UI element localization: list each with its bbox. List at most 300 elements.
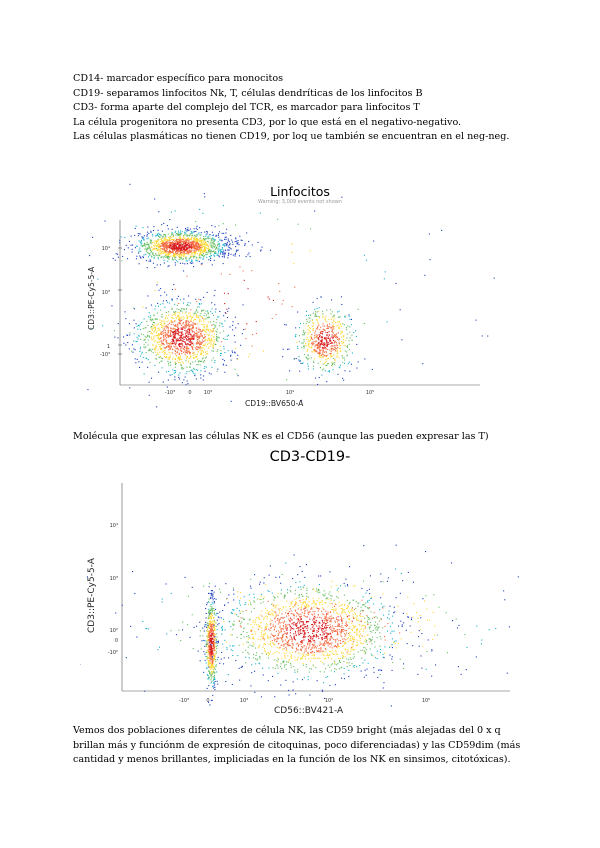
event-dot: [334, 334, 335, 335]
text-line: CD14- marcador específico para monocitos: [73, 73, 284, 84]
event-dot: [164, 234, 165, 235]
event-dot: [196, 349, 197, 350]
event-dot: [180, 364, 181, 365]
event-dot: [333, 325, 334, 326]
event-dot: [191, 239, 192, 240]
event-dot: [105, 221, 106, 222]
event-dot: [134, 235, 135, 236]
event-dot: [228, 240, 229, 241]
x-tick-label: 0: [188, 390, 192, 396]
event-dot: [183, 379, 184, 380]
event-dot: [205, 352, 206, 353]
event-dot: [323, 595, 324, 596]
event-dot: [218, 251, 219, 252]
event-dot: [261, 611, 262, 612]
event-dot: [213, 608, 214, 609]
event-dot: [292, 306, 293, 307]
event-dot: [195, 251, 196, 252]
event-dot: [338, 332, 339, 333]
event-dot: [344, 678, 345, 679]
event-dot: [294, 359, 295, 360]
event-dot: [380, 652, 381, 653]
event-dot: [252, 627, 253, 628]
event-dot: [155, 236, 156, 237]
event-dot: [339, 348, 340, 349]
event-dot: [173, 284, 174, 285]
event-dot: [201, 352, 202, 353]
event-dot: [374, 672, 375, 673]
event-dot: [188, 313, 189, 314]
event-dot: [213, 235, 214, 236]
event-dot: [158, 337, 159, 338]
event-dot: [256, 655, 257, 656]
event-dot: [186, 260, 187, 261]
event-dot: [337, 337, 338, 338]
text-line: Las células plasmáticas no tienen CD19, por loq ue también se encuentran en el neg-neg.: [73, 131, 510, 143]
event-dot: [125, 318, 126, 319]
event-dot: [142, 256, 143, 257]
event-dot: [431, 649, 432, 650]
event-dot: [214, 592, 215, 593]
event-dot: [379, 632, 380, 633]
event-dot: [272, 676, 273, 677]
event-dot: [165, 327, 166, 328]
event-dot: [150, 231, 151, 232]
event-dot: [273, 667, 274, 668]
event-dot: [140, 257, 141, 258]
event-dot: [227, 257, 228, 258]
event-dot: [182, 323, 183, 324]
event-dot: [208, 670, 209, 671]
event-dot: [224, 303, 225, 304]
event-dot: [322, 690, 323, 691]
event-dot: [313, 665, 314, 666]
event-dot: [336, 344, 337, 345]
event-dot: [326, 361, 327, 362]
event-dot: [266, 653, 267, 654]
event-dot: [216, 334, 217, 335]
event-dot: [332, 326, 333, 327]
event-dot: [154, 309, 155, 310]
event-dot: [403, 622, 404, 623]
event-dot: [185, 344, 186, 345]
event-dot: [175, 262, 176, 263]
event-dot: [368, 663, 369, 664]
event-dot: [207, 655, 208, 656]
event-dot: [217, 351, 218, 352]
event-dot: [186, 373, 187, 374]
event-dot: [318, 353, 319, 354]
event-dot: [181, 247, 182, 248]
event-dot: [155, 348, 156, 349]
event-dot: [350, 654, 351, 655]
event-dot: [145, 336, 146, 337]
event-dot: [337, 322, 338, 323]
event-dot: [214, 635, 215, 636]
event-dot: [187, 383, 188, 384]
event-dot: [308, 329, 309, 330]
event-dot: [354, 649, 355, 650]
event-dot: [188, 295, 189, 296]
event-dot: [259, 584, 260, 585]
event-dot: [198, 364, 199, 365]
event-dot: [353, 649, 354, 650]
event-dot: [215, 290, 216, 291]
event-dot: [187, 227, 188, 228]
event-dot: [172, 300, 173, 301]
event-dot: [325, 359, 326, 360]
event-dot: [303, 362, 304, 363]
event-dot: [238, 240, 239, 241]
event-dot: [375, 622, 376, 623]
event-dot: [217, 341, 218, 342]
event-dot: [331, 331, 332, 332]
event-dot: [293, 666, 294, 667]
event-dot: [168, 311, 169, 312]
event-dot: [158, 253, 159, 254]
event-dot: [210, 667, 211, 668]
event-dot: [204, 360, 205, 361]
event-dot: [213, 246, 214, 247]
event-dot: [153, 226, 154, 227]
event-dot: [202, 336, 203, 337]
event-dot: [208, 343, 209, 344]
event-dot: [246, 256, 247, 257]
event-dot: [216, 248, 217, 249]
event-dot: [223, 346, 224, 347]
event-dot: [336, 653, 337, 654]
event-dot: [354, 613, 355, 614]
event-dot: [203, 246, 204, 247]
event-dot: [331, 342, 332, 343]
event-dot: [164, 323, 165, 324]
event-dot: [215, 226, 216, 227]
event-dot: [254, 692, 255, 693]
event-dot: [165, 235, 166, 236]
event-dot: [216, 642, 217, 643]
event-dot: [237, 608, 238, 609]
event-dot: [171, 346, 172, 347]
event-dot: [188, 246, 189, 247]
event-dot: [178, 254, 179, 255]
event-dot: [199, 227, 200, 228]
event-dot: [322, 594, 323, 595]
event-dot: [284, 324, 285, 325]
event-dot: [161, 348, 162, 349]
event-dot: [197, 307, 198, 308]
event-dot: [212, 232, 213, 233]
event-dot: [353, 600, 354, 601]
event-dot: [358, 606, 359, 607]
event-dot: [164, 238, 165, 239]
event-dot: [371, 632, 372, 633]
event-dot: [150, 248, 151, 249]
event-dot: [325, 339, 326, 340]
event-dot: [299, 371, 300, 372]
event-dot: [186, 233, 187, 234]
event-dot: [232, 655, 233, 656]
event-dot: [380, 581, 381, 582]
event-dot: [346, 658, 347, 659]
event-dot: [214, 241, 215, 242]
event-dot: [147, 252, 148, 253]
event-dot: [150, 319, 151, 320]
event-dot: [200, 370, 201, 371]
event-dot: [159, 339, 160, 340]
event-dot: [206, 356, 207, 357]
event-dot: [334, 341, 335, 342]
event-dot: [214, 602, 215, 603]
event-dot: [277, 673, 278, 674]
event-dot: [211, 330, 212, 331]
event-dot: [215, 666, 216, 667]
event-dot: [146, 260, 147, 261]
event-dot: [315, 667, 316, 668]
event-dot: [197, 359, 198, 360]
event-dot: [232, 684, 233, 685]
event-dot: [322, 331, 323, 332]
event-dot: [186, 259, 187, 260]
event-dot: [243, 304, 244, 305]
event-dot: [170, 256, 171, 257]
event-dot: [193, 314, 194, 315]
event-dot: [214, 677, 215, 678]
event-dot: [356, 601, 357, 602]
event-dot: [372, 655, 373, 656]
event-dot: [319, 357, 320, 358]
event-dot: [317, 326, 318, 327]
event-dot: [176, 318, 177, 319]
event-dot: [325, 332, 326, 333]
event-dot: [151, 332, 152, 333]
event-dot: [143, 328, 144, 329]
event-dot: [225, 339, 226, 340]
event-dot: [315, 331, 316, 332]
event-dot: [262, 647, 263, 648]
event-dot: [254, 671, 255, 672]
event-dot: [206, 245, 207, 246]
event-dot: [331, 664, 332, 665]
event-dot: [389, 655, 390, 656]
event-dot: [340, 658, 341, 659]
event-dot: [169, 348, 170, 349]
event-dot: [160, 264, 161, 265]
event-dot: [204, 196, 205, 197]
event-dot: [295, 660, 296, 661]
event-dot: [298, 587, 299, 588]
event-dot: [225, 250, 226, 251]
event-dot: [371, 643, 372, 644]
event-dot: [214, 328, 215, 329]
event-dot: [191, 320, 192, 321]
event-dot: [186, 336, 187, 337]
event-dot: [197, 335, 198, 336]
event-dot: [388, 614, 389, 615]
event-dot: [214, 657, 215, 658]
event-dot: [338, 357, 339, 358]
event-dot: [177, 312, 178, 313]
event-dot: [158, 233, 159, 234]
event-dot: [295, 334, 296, 335]
event-dot: [176, 634, 177, 635]
event-dot: [394, 607, 395, 608]
event-dot: [250, 586, 251, 587]
event-dot: [304, 577, 305, 578]
event-dot: [211, 637, 212, 638]
event-dot: [207, 678, 208, 679]
event-dot: [333, 316, 334, 317]
event-dot: [253, 622, 254, 623]
event-dot: [260, 599, 261, 600]
event-dot: [306, 596, 307, 597]
event-dot: [162, 317, 163, 318]
event-dot: [174, 247, 175, 248]
event-dot: [342, 608, 343, 609]
event-dot: [211, 648, 212, 649]
event-dot: [188, 238, 189, 239]
event-dot: [167, 361, 168, 362]
event-dot: [348, 606, 349, 607]
event-dot: [377, 624, 378, 625]
event-dot: [344, 673, 345, 674]
event-dot: [158, 211, 159, 212]
event-dot: [291, 667, 292, 668]
event-dot: [234, 624, 235, 625]
event-dot: [256, 624, 257, 625]
event-dot: [251, 634, 252, 635]
event-dot: [205, 319, 206, 320]
event-dot: [164, 352, 165, 353]
event-dot: [306, 666, 307, 667]
event-dot: [167, 256, 168, 257]
event-dot: [185, 325, 186, 326]
event-dot: [303, 343, 304, 344]
event-dot: [209, 613, 210, 614]
event-dot: [322, 352, 323, 353]
event-dot: [217, 613, 218, 614]
event-dot: [357, 640, 358, 641]
event-dot: [175, 338, 176, 339]
event-dot: [151, 319, 152, 320]
event-dot: [199, 261, 200, 262]
event-dot: [177, 244, 178, 245]
event-dot: [322, 691, 323, 692]
event-dot: [216, 613, 217, 614]
event-dot: [306, 593, 307, 594]
event-dot: [208, 329, 209, 330]
event-dot: [217, 645, 218, 646]
event-dot: [373, 630, 374, 631]
event-dot: [310, 321, 311, 322]
event-dot: [190, 242, 191, 243]
event-dot: [200, 374, 201, 375]
event-dot: [211, 374, 212, 375]
y-tick-label: 10³: [101, 290, 110, 296]
event-dot: [228, 657, 229, 658]
event-dot: [196, 364, 197, 365]
event-dot: [163, 330, 164, 331]
event-dot: [214, 342, 215, 343]
event-dot: [428, 639, 429, 640]
event-dot: [194, 335, 195, 336]
event-dot: [421, 633, 422, 634]
event-dot: [209, 662, 210, 663]
event-dot: [199, 360, 200, 361]
event-dot: [223, 315, 224, 316]
event-dot: [194, 253, 195, 254]
event-dot: [258, 639, 259, 640]
event-dot: [346, 327, 347, 328]
event-dot: [311, 347, 312, 348]
event-dot: [186, 245, 187, 246]
event-dot: [162, 231, 163, 232]
event-dot: [351, 659, 352, 660]
event-dot: [228, 602, 229, 603]
event-dot: [204, 240, 205, 241]
event-dot: [340, 333, 341, 334]
event-dot: [192, 235, 193, 236]
event-dot: [196, 301, 197, 302]
event-dot: [175, 364, 176, 365]
event-dot: [222, 249, 223, 250]
event-dot: [341, 651, 342, 652]
event-dot: [213, 626, 214, 627]
event-dot: [210, 622, 211, 623]
event-dot: [189, 331, 190, 332]
event-dot: [147, 367, 148, 368]
event-dot: [209, 672, 210, 673]
event-dot: [147, 335, 148, 336]
event-dot: [334, 349, 335, 350]
event-dot: [185, 249, 186, 250]
event-dot: [197, 235, 198, 236]
event-dot: [168, 315, 169, 316]
event-dot: [213, 321, 214, 322]
event-dot: [243, 631, 244, 632]
event-dot: [220, 240, 221, 241]
event-dot: [207, 344, 208, 345]
event-dot: [154, 325, 155, 326]
event-dot: [209, 658, 210, 659]
event-dot: [359, 665, 360, 666]
event-dot: [381, 603, 382, 604]
event-dot: [207, 311, 208, 312]
event-dot: [196, 315, 197, 316]
event-dot: [421, 668, 422, 669]
event-dot: [338, 339, 339, 340]
event-dot: [317, 298, 318, 299]
event-dot: [177, 324, 178, 325]
event-dot: [152, 333, 153, 334]
event-dot: [360, 634, 361, 635]
event-dot: [211, 646, 212, 647]
event-dot: [146, 321, 147, 322]
event-dot: [164, 321, 165, 322]
event-dot: [176, 343, 177, 344]
event-dot: [214, 333, 215, 334]
event-dot: [159, 341, 160, 342]
event-dot: [362, 650, 363, 651]
x-tick-label: 10⁴: [285, 390, 295, 396]
event-dot: [186, 340, 187, 341]
event-dot: [333, 340, 334, 341]
event-dot: [193, 335, 194, 336]
event-dot: [194, 627, 195, 628]
event-dot: [235, 348, 236, 349]
event-dot: [261, 594, 262, 595]
event-dot: [157, 282, 158, 283]
event-dot: [335, 350, 336, 351]
